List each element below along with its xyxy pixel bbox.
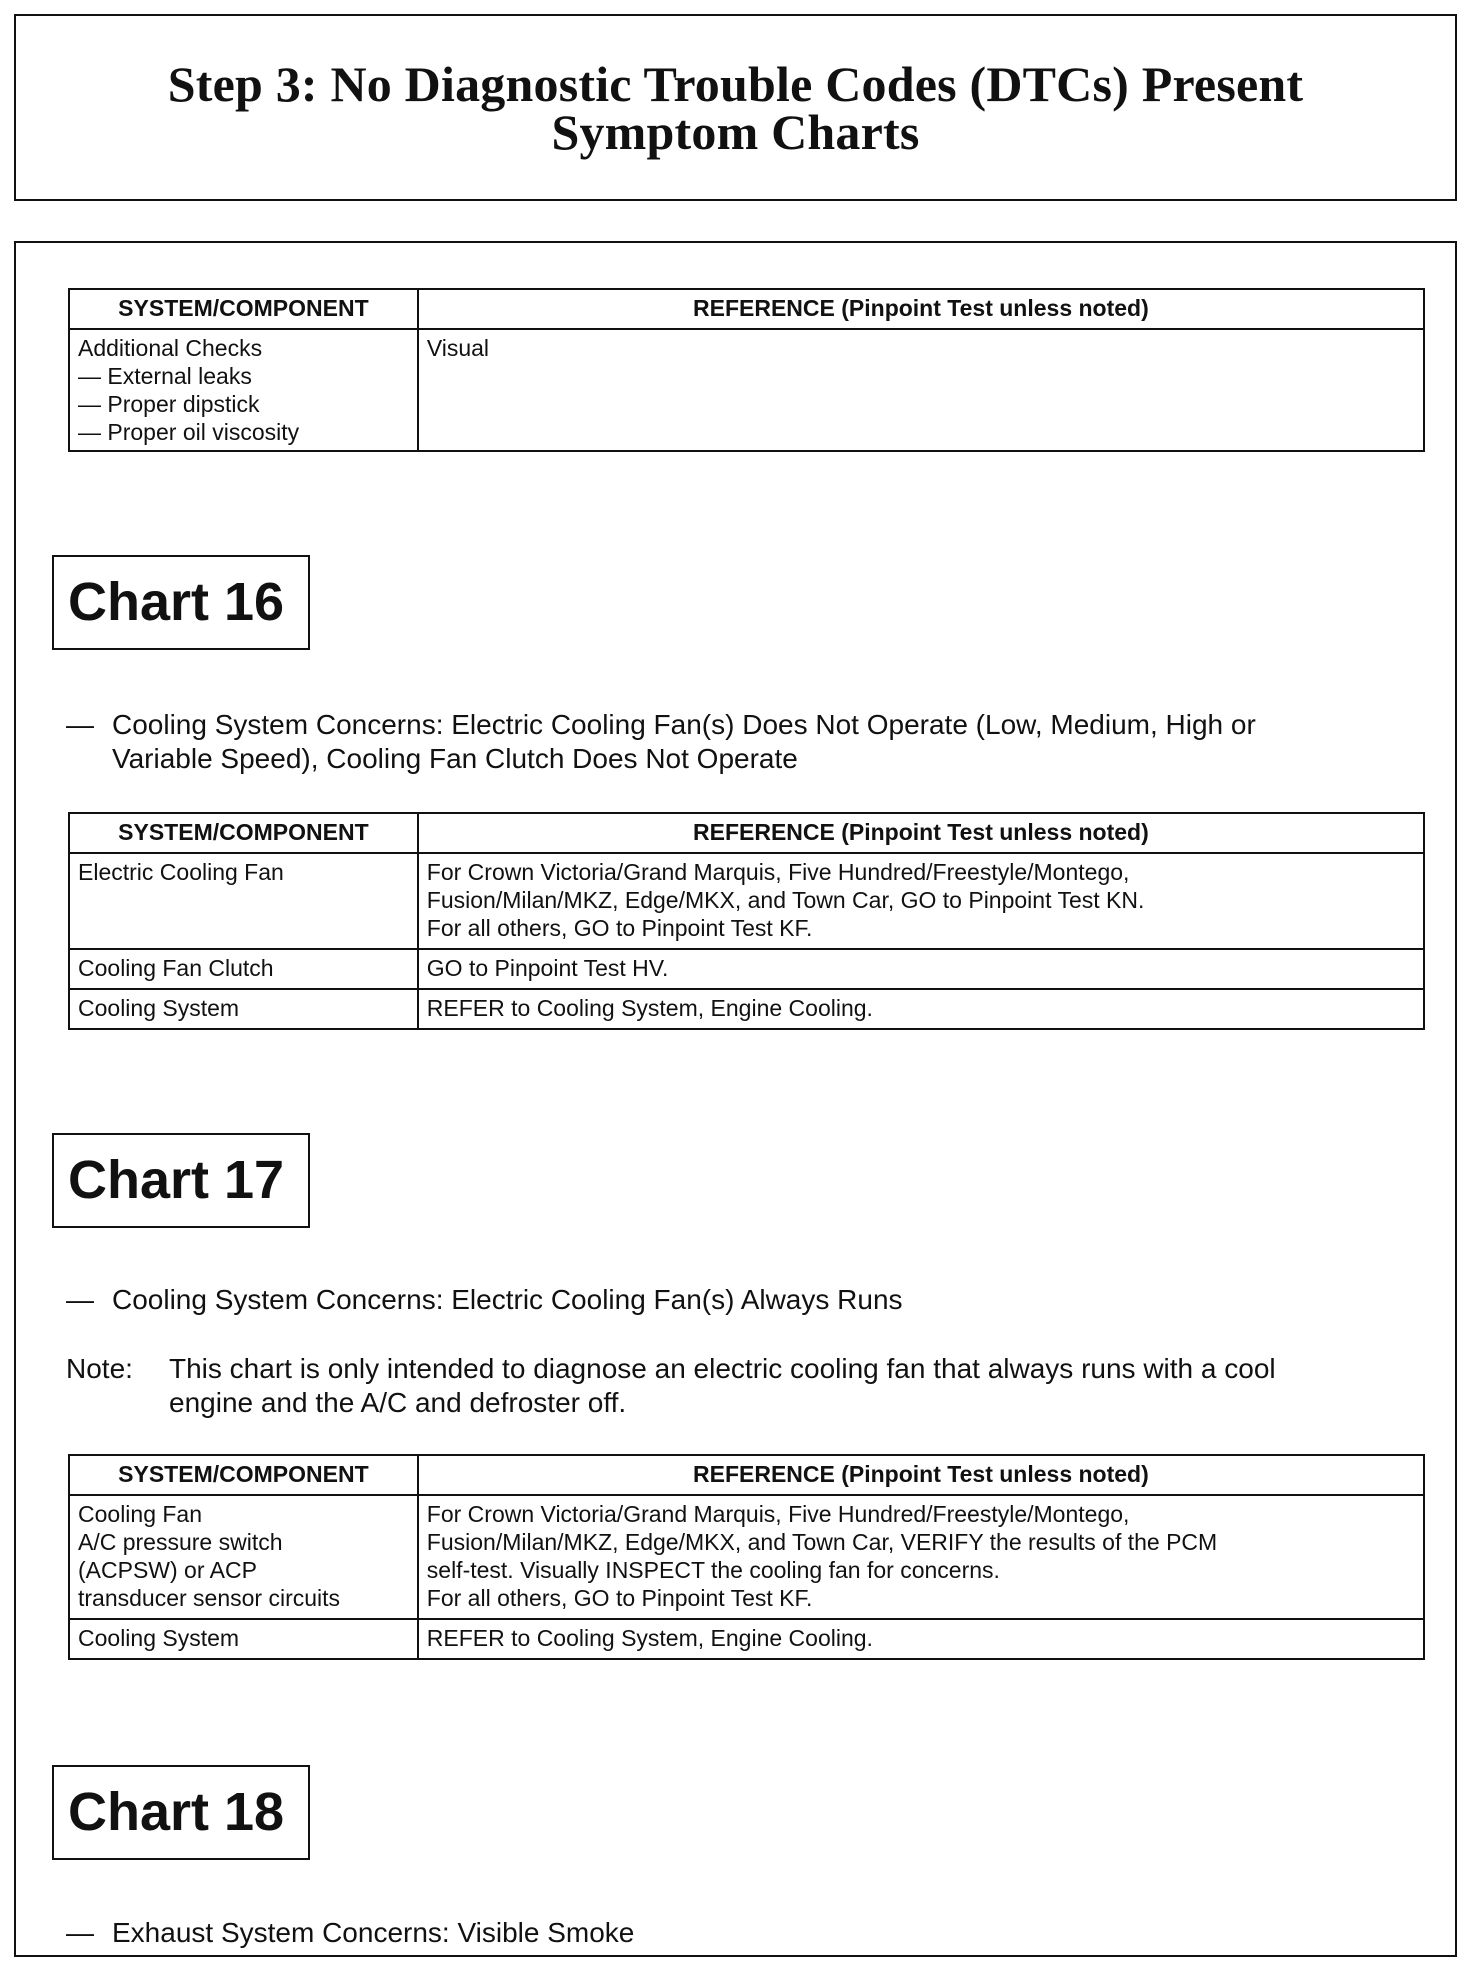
component-line: — Proper dipstick bbox=[78, 391, 260, 417]
component-line: A/C pressure switch bbox=[78, 1529, 283, 1555]
page-title-line-2: Symptom Charts bbox=[551, 104, 920, 160]
note-label: Note: bbox=[66, 1353, 133, 1384]
component-line: Cooling Fan Clutch bbox=[78, 955, 274, 981]
chart-18-title: Chart 18 bbox=[52, 1765, 310, 1860]
reference-line: Fusion/Milan/MKZ, Edge/MKX, and Town Car, VERIFY the results of the PCM bbox=[426, 1529, 1218, 1555]
component-line: Additional Checks bbox=[78, 335, 263, 361]
chart-17-title: Chart 17 bbox=[52, 1133, 310, 1228]
component-line: — Proper oil viscosity bbox=[78, 419, 300, 445]
chart-16-concern bbox=[66, 708, 1436, 776]
component-line: transducer sensor circuits bbox=[78, 1585, 341, 1611]
reference-line: self-test. Visually INSPECT the cooling fan for concerns. bbox=[426, 1557, 1000, 1583]
reference-line: REFER to Cooling System, Engine Cooling. bbox=[426, 995, 873, 1021]
chart-18-concern bbox=[66, 1916, 1436, 1950]
component-line: Cooling Fan bbox=[78, 1501, 203, 1527]
chart-16-table bbox=[68, 812, 1425, 1030]
reference-line: For Crown Victoria/Grand Marquis, Five Hundred/Freestyle/Montego, bbox=[426, 1501, 1130, 1527]
component-line: — External leaks bbox=[78, 363, 252, 389]
component-line: Electric Cooling Fan bbox=[78, 859, 284, 885]
content-frame bbox=[14, 241, 1457, 1957]
column-header-system-component: SYSTEM/COMPONENT bbox=[69, 1455, 418, 1495]
table-row bbox=[69, 1619, 1424, 1659]
reference-line: Fusion/Milan/MKZ, Edge/MKX, and Town Car, GO to Pinpoint Test KN. bbox=[426, 887, 1145, 913]
column-header-reference: REFERENCE (Pinpoint Test unless noted) bbox=[418, 813, 1424, 853]
reference-line: For Crown Victoria/Grand Marquis, Five Hundred/Freestyle/Montego, bbox=[426, 859, 1130, 885]
component-cell bbox=[69, 329, 418, 451]
reference-cell bbox=[418, 989, 1424, 1029]
reference-cell bbox=[418, 329, 1424, 451]
dash-bullet: — bbox=[66, 709, 94, 740]
concern-line: Variable Speed), Cooling Fan Clutch Does Not Operate bbox=[112, 743, 798, 774]
component-line: (ACPSW) or ACP bbox=[78, 1557, 257, 1583]
note-line: This chart is only intended to diagnose an electric cooling fan that always runs with a cool bbox=[169, 1353, 1276, 1384]
dash-bullet: — bbox=[66, 1917, 94, 1948]
component-line: Cooling System bbox=[78, 995, 240, 1021]
additional-checks-table bbox=[68, 288, 1425, 452]
note-line: engine and the A/C and defroster off. bbox=[169, 1387, 627, 1418]
concern-line: Exhaust System Concerns: Visible Smoke bbox=[112, 1917, 635, 1948]
component-cell bbox=[69, 1619, 418, 1659]
component-cell bbox=[69, 1495, 418, 1619]
component-cell bbox=[69, 853, 418, 949]
table-row bbox=[69, 989, 1424, 1029]
concern-line: Cooling System Concerns: Electric Cooling Fan(s) Always Runs bbox=[112, 1284, 903, 1315]
reference-cell bbox=[418, 1619, 1424, 1659]
page-title bbox=[16, 16, 1455, 160]
table-header-row bbox=[69, 1455, 1424, 1495]
reference-cell bbox=[418, 949, 1424, 989]
component-cell bbox=[69, 989, 418, 1029]
reference-line: For all others, GO to Pinpoint Test KF. bbox=[426, 915, 813, 941]
table-row bbox=[69, 1495, 1424, 1619]
table-header-row bbox=[69, 289, 1424, 329]
table-row bbox=[69, 329, 1424, 451]
component-cell bbox=[69, 949, 418, 989]
table-header-row bbox=[69, 813, 1424, 853]
reference-cell bbox=[418, 853, 1424, 949]
concern-line: Cooling System Concerns: Electric Cooling Fan(s) Does Not Operate (Low, Medium, High or bbox=[112, 709, 1256, 740]
reference-cell bbox=[418, 1495, 1424, 1619]
table-row bbox=[69, 853, 1424, 949]
table-row bbox=[69, 949, 1424, 989]
dash-bullet: — bbox=[66, 1284, 94, 1315]
chart-16-title: Chart 16 bbox=[52, 555, 310, 650]
reference-line: REFER to Cooling System, Engine Cooling. bbox=[426, 1625, 873, 1651]
reference-line: GO to Pinpoint Test HV. bbox=[426, 955, 669, 981]
chart-17-table bbox=[68, 1454, 1425, 1660]
page-header bbox=[14, 14, 1457, 201]
column-header-system-component: SYSTEM/COMPONENT bbox=[69, 289, 418, 329]
reference-line: Visual bbox=[426, 335, 490, 361]
reference-line: For all others, GO to Pinpoint Test KF. bbox=[426, 1585, 813, 1611]
column-header-system-component: SYSTEM/COMPONENT bbox=[69, 813, 418, 853]
component-line: Cooling System bbox=[78, 1625, 240, 1651]
chart-17-concern bbox=[66, 1283, 1436, 1317]
page-title-line-1: Step 3: No Diagnostic Trouble Codes (DTCs) Present bbox=[167, 56, 1304, 112]
chart-17-note bbox=[66, 1352, 1436, 1420]
column-header-reference: REFERENCE (Pinpoint Test unless noted) bbox=[418, 289, 1424, 329]
column-header-reference: REFERENCE (Pinpoint Test unless noted) bbox=[418, 1455, 1424, 1495]
